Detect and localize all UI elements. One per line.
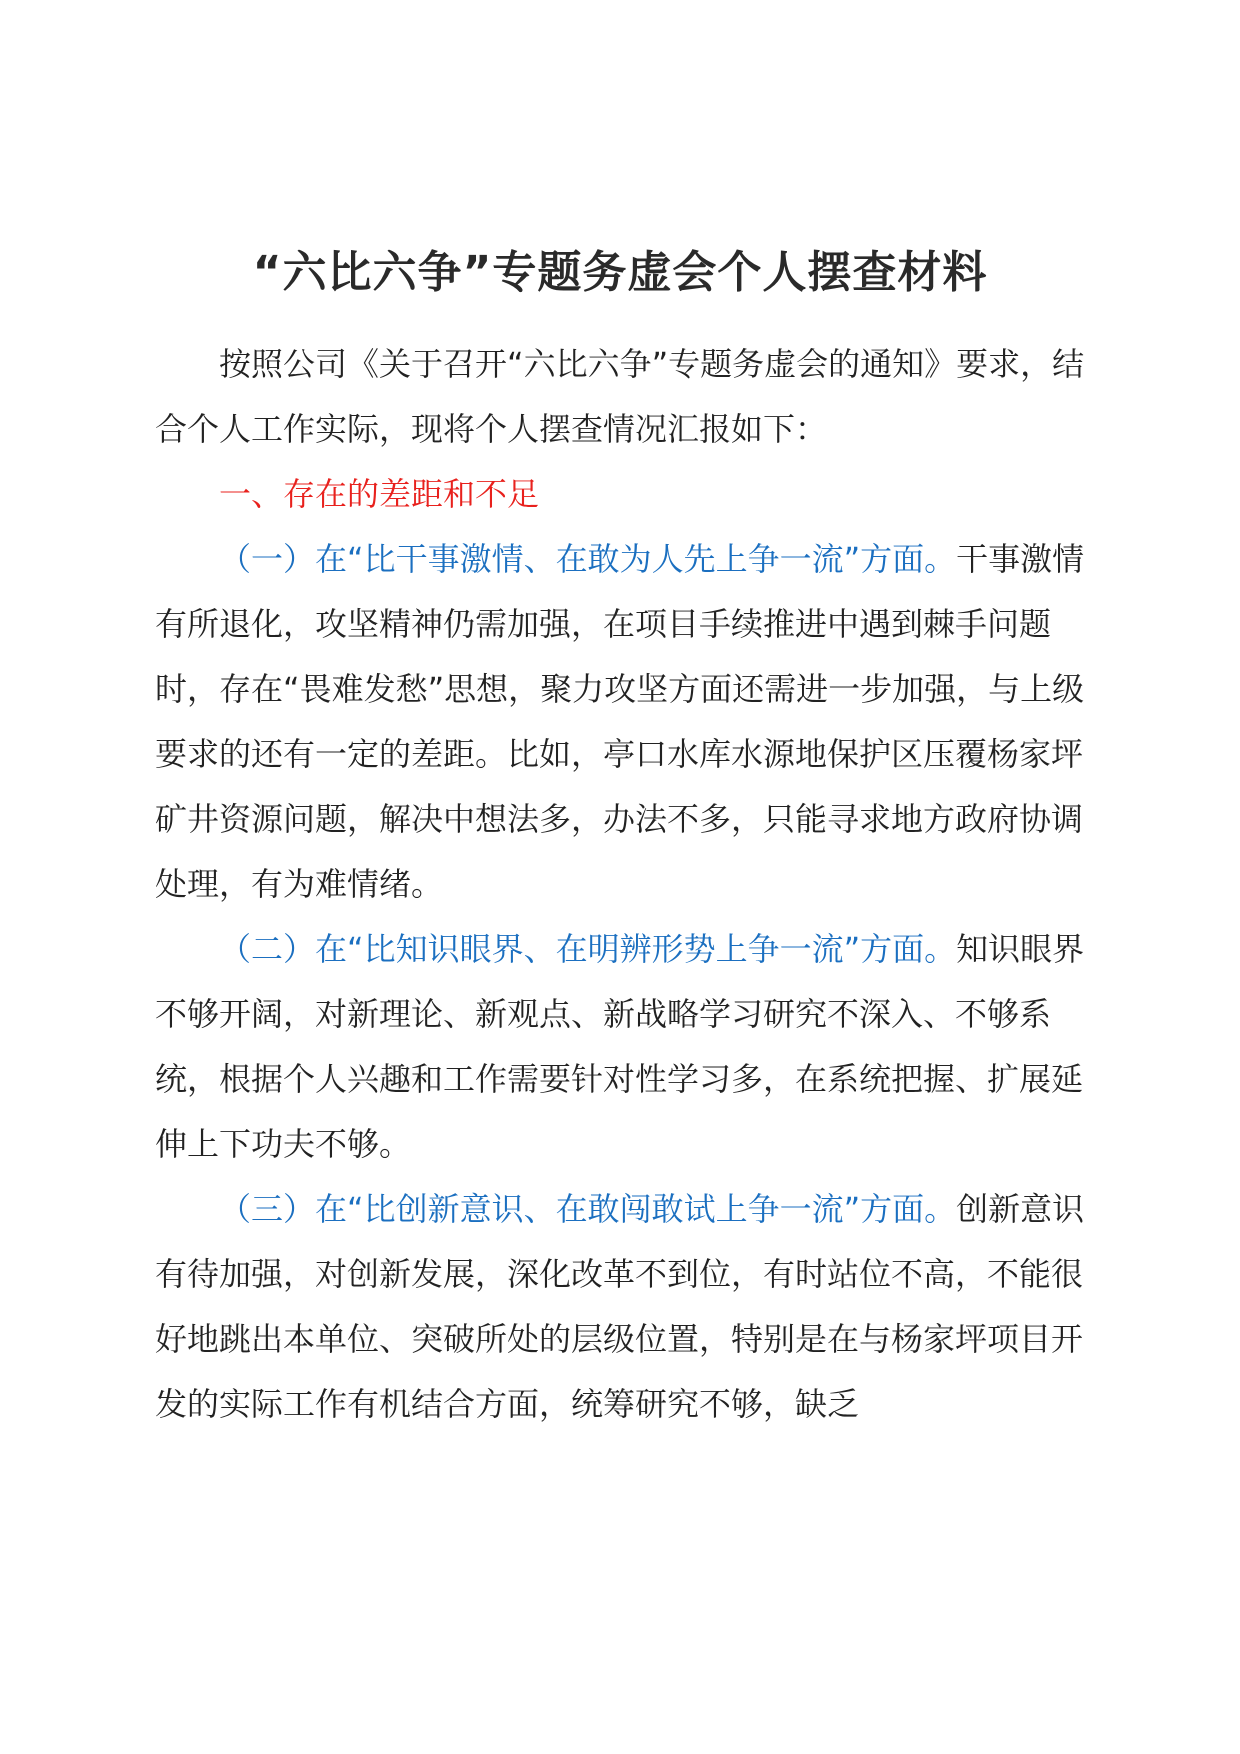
intro-paragraph: 按照公司《关于召开“六比六争”专题务虚会的通知》要求，结合个人工作实际，现将个人摆查情况汇报如下： <box>155 345 1085 448</box>
document-body <box>155 332 1095 1437</box>
item-paragraph-2 <box>155 917 1095 1177</box>
item-text-1: 干事激情有所退化，攻坚精神仍需加强，在项目手续推进中遇到棘手问题时，存在“畏难发愁”思想，聚力攻坚方面还需进一步加强，与上级要求的还有一定的差距。比如，亭口水库水源地保护区压覆杨家坪矿井资源问题，解决中想法多，办法不多，只能寻求地方政府协调处理，有为难情绪。 <box>155 540 1085 903</box>
item-text-3: 创新意识有待加强，对创新发展，深化改革不到位，有时站位不高，不能很好地跳出本单位、突破所处的层级位置，特别是在与杨家坪项目开发的实际工作有机结合方面，统筹研究不够，缺乏 <box>155 1190 1085 1423</box>
item-heading-1: （一）在“比干事激情、在敢为人先上争一流”方面。 <box>219 540 957 578</box>
section-heading-gaps: 一、存在的差距和不足 <box>219 475 540 513</box>
item-heading-2: （二）在“比知识眼界、在明辨形势上争一流”方面。 <box>219 930 957 968</box>
item-heading-3: （三）在“比创新意识、在敢闯敢试上争一流”方面。 <box>219 1190 957 1228</box>
document-title: “六比六争”专题务虚会个人摆查材料 <box>252 247 988 298</box>
item-paragraph-3 <box>155 1177 1095 1437</box>
item-paragraph-1 <box>155 527 1095 917</box>
item-text-2: 知识眼界不够开阔，对新理论、新观点、新战略学习研究不深入、不够系统，根据个人兴趣和工作需要针对性学习多，在系统把握、扩展延伸上下功夫不够。 <box>155 930 1085 1163</box>
